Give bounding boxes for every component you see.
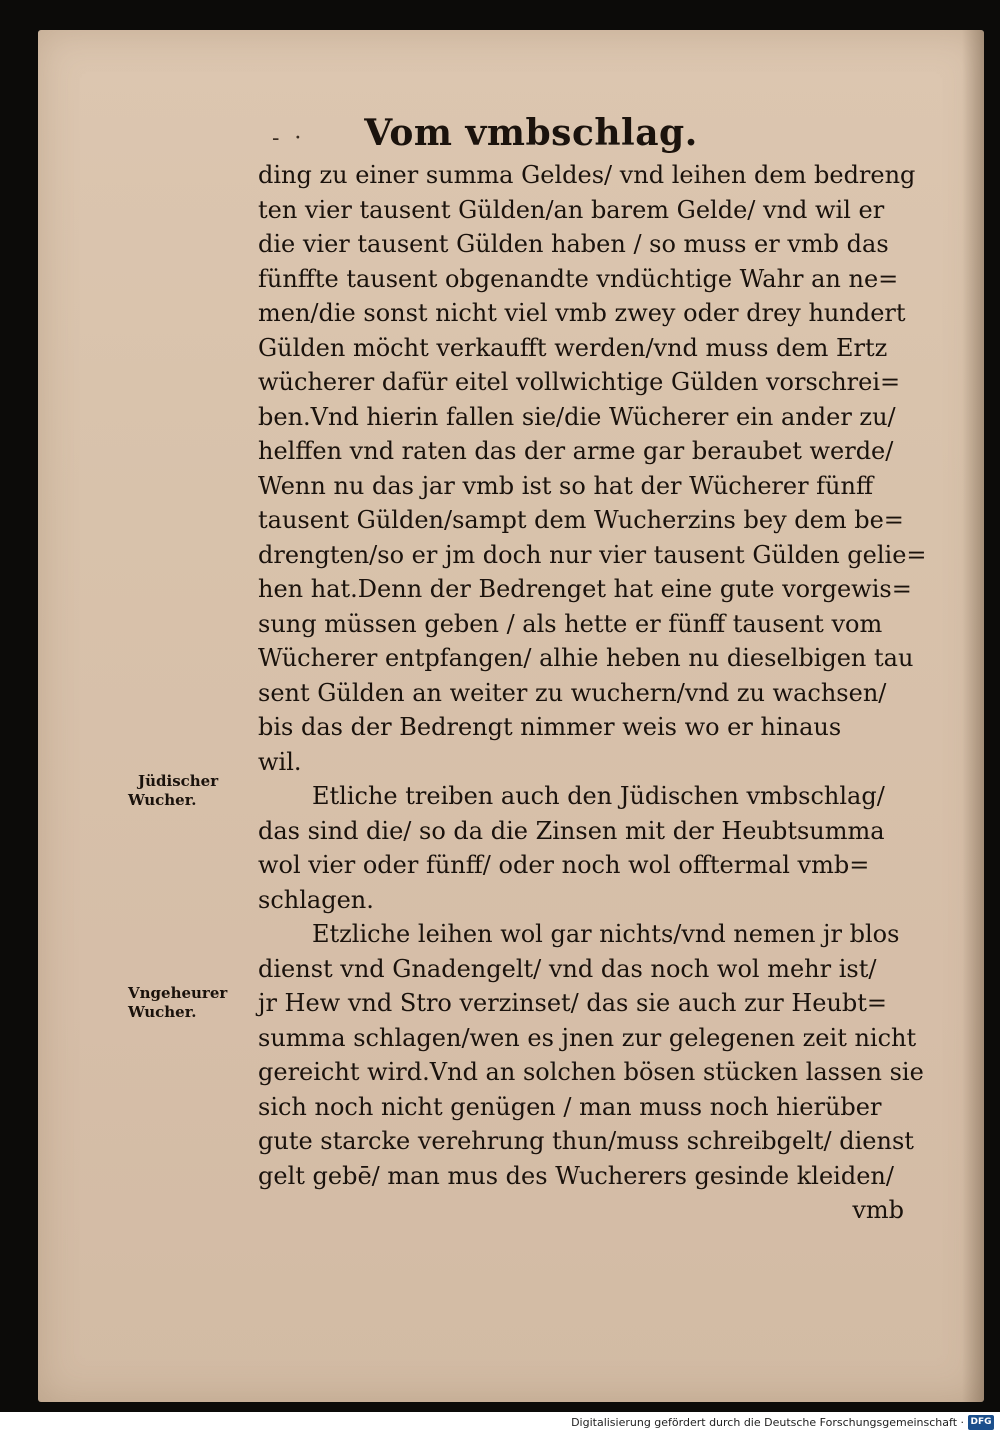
text-line: tausent Gülden/sampt dem Wucherzins bey dem be= bbox=[258, 506, 904, 534]
footer-bar bbox=[0, 1412, 1000, 1435]
text-line: Etliche treiben auch den Jüdischen vmbschlag/ bbox=[312, 782, 885, 810]
page-spine-shadow bbox=[962, 30, 984, 1402]
text-line: schlagen. bbox=[258, 885, 374, 914]
text-block bbox=[258, 158, 958, 1228]
text-line: bis das der Bedrengt nimmer weis wo er hinaus bbox=[258, 713, 842, 741]
text-line: wil. bbox=[258, 747, 302, 776]
catchword: vmb bbox=[852, 1196, 904, 1224]
text-line: gereicht wird.Vnd an solchen bösen stücken lassen sie bbox=[258, 1058, 924, 1086]
text-line: hen hat.Denn der Bedrenget hat eine gute vorgewis= bbox=[258, 575, 912, 603]
header-mark: - · bbox=[272, 126, 306, 151]
text-line: men/die sonst nicht viel vmb zwey oder drey hundert bbox=[258, 299, 906, 327]
text-line: drengten/so er jm doch nur vier tausent Gülden gelie= bbox=[258, 540, 927, 569]
text-line: jr Hew vnd Stro verzinset/ das sie auch zur Heubt= bbox=[258, 989, 888, 1017]
text-line: das sind die/ so da die Zinsen mit der Heubtsumma bbox=[258, 816, 885, 845]
margin-note-line: Jüdischer bbox=[138, 772, 219, 790]
book-page bbox=[38, 30, 984, 1402]
margin-note-vngeheurer-wucher bbox=[128, 984, 227, 1022]
text-line: summa schlagen/wen es jnen zur gelegenen zeit nicht bbox=[258, 1023, 917, 1052]
running-title: Vom vmbschlag. bbox=[364, 112, 698, 154]
margin-note-line: Wucher. bbox=[128, 1003, 197, 1021]
dfg-logo-icon[interactable]: DFG bbox=[968, 1415, 994, 1430]
text-line: ding zu einer summa Geldes/ vnd leihen dem bedreng bbox=[258, 161, 916, 189]
text-line: gute starcke verehrung thun/muss schreibgelt/ dienst bbox=[258, 1127, 914, 1155]
text-line: dienst vnd Gnadengelt/ vnd das noch wol mehr ist/ bbox=[258, 954, 877, 983]
margin-note-juedischer-wucher bbox=[128, 772, 218, 810]
text-line: wücherer dafür eitel vollwichtige Gülden vorschrei= bbox=[258, 368, 901, 396]
text-line: Wücherer entpfangen/ alhie heben nu dieselbigen tau bbox=[258, 644, 914, 672]
text-line: gelt gebē/ man mus des Wucherers gesinde kleiden/ bbox=[258, 1161, 894, 1190]
text-line: sung müssen geben / als hette er fünff tausent vom bbox=[258, 609, 883, 638]
text-line: Wenn nu das jar vmb ist so hat der Wücherer fünff bbox=[258, 471, 874, 500]
text-line: sent Gülden an weiter zu wuchern/vnd zu wachsen/ bbox=[258, 678, 887, 707]
text-line: sich noch nicht genügen / man muss noch hierüber bbox=[258, 1092, 882, 1121]
text-line: Gülden möcht verkaufft werden/vnd muss dem Ertz bbox=[258, 333, 888, 362]
text-line: wol vier oder fünff/ oder noch wol offtermal vmb= bbox=[258, 851, 870, 879]
text-line: helffen vnd raten das der arme gar beraubet werde/ bbox=[258, 437, 894, 465]
text-line: Etzliche leihen wol gar nichts/vnd nemen jr blos bbox=[312, 920, 900, 948]
margin-note-line: Wucher. bbox=[128, 791, 197, 809]
text-line: die vier tausent Gülden haben / so muss er vmb das bbox=[258, 230, 889, 258]
text-line: ben.Vnd hierin fallen sie/die Wücherer ein ander zu/ bbox=[258, 402, 896, 431]
funding-notice: Digitalisierung gefördert durch die Deutsche Forschungsgemeinschaft · bbox=[571, 1416, 964, 1429]
text-line: fünffte tausent obgenandte vndüchtige Wahr an ne= bbox=[258, 264, 899, 293]
margin-note-line: Vngeheurer bbox=[128, 984, 228, 1002]
text-line: ten vier tausent Gülden/an barem Gelde/ vnd wil er bbox=[258, 195, 885, 224]
page-header bbox=[38, 112, 984, 154]
